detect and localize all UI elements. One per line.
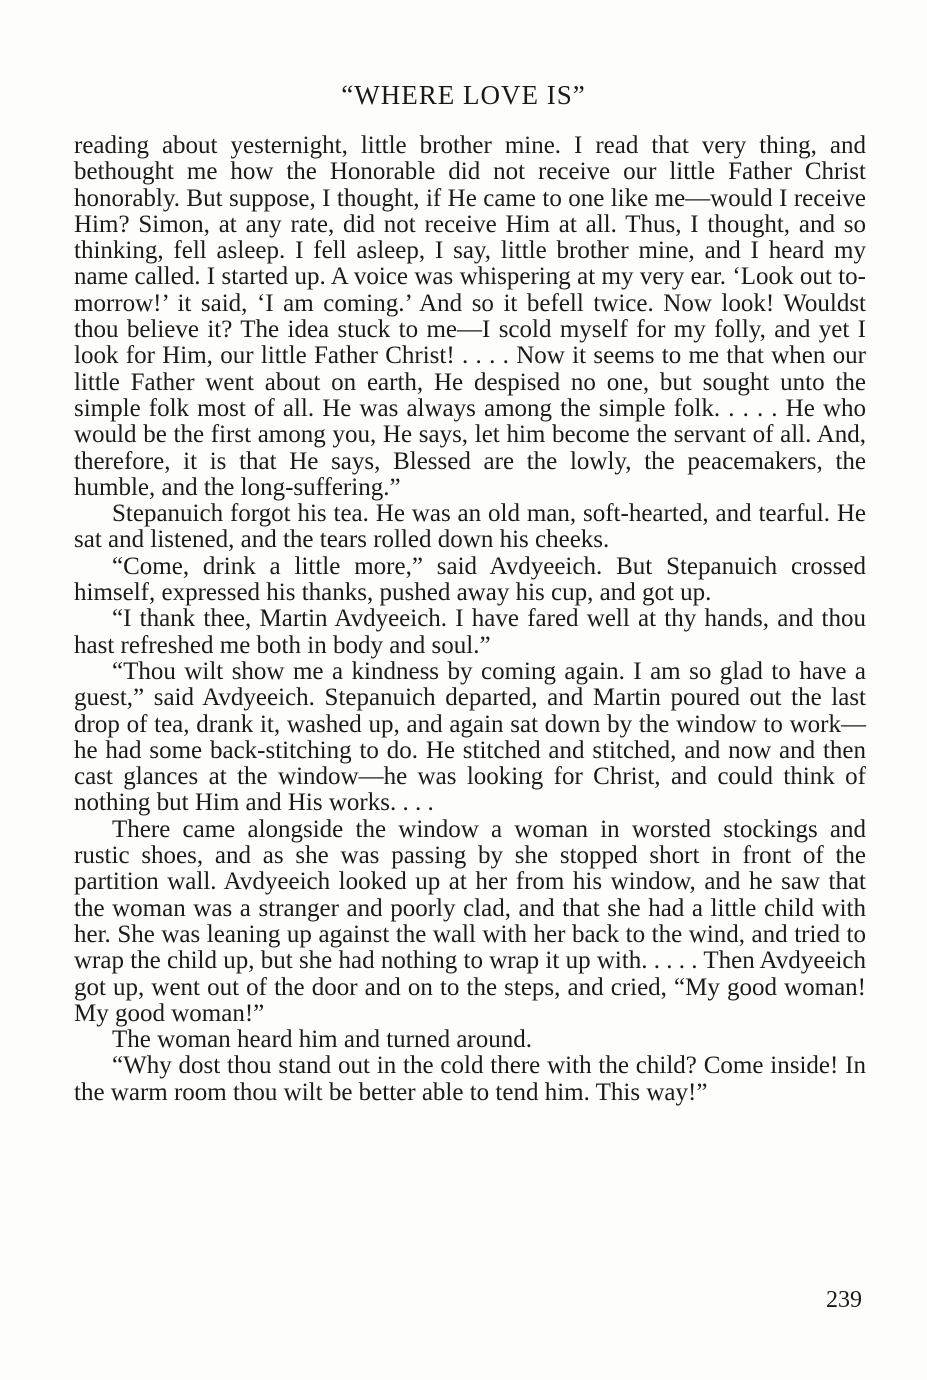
paragraph: “Come, drink a little more,” said Avdyeeich. But Stepanuich crossed himself, expressed his thanks, pushed away his cup, and got up. — [74, 552, 866, 607]
running-head: “WHERE LOVE IS” — [341, 80, 586, 110]
paragraph: Stepanuich forgot his tea. He was an old man, soft-hearted, and tearful. He sat and listened, and the tears rolled down his cheeks. — [74, 500, 866, 554]
paragraph: The woman heard him and turned around. — [112, 1026, 533, 1054]
paragraph: “I thank thee, Martin Avdyeeich. I have fared well at thy hands, and thou hast refreshed me both in body and soul.” — [74, 605, 866, 659]
paragraph: reading about yesternight, little brother mine. I read that very thing, and bethought me how the Honorable did not receive our little Father Christ honorably. But suppose, I thought, if He came to one like me—would I receive Him? Simon, at any rate, did not receive Him at all. Thus, I thought, and so thinking, fell asleep. I fell asleep, I say, little brother mine, and I heard my name called. I started up. A voice was whispering at my very ear. ‘Look out to-morrow!’ it said, ‘I am coming.’ And so it befell twice. Now look! Wouldst thou believe it? The idea stuck to me—I scold myself for my folly, and yet I look for Him, our little Father Christ! . . . . Now it seems to me that when our little Father went about on earth, He despised no one, but sought unto the simple folk most of all. He was always among the simple folk. . . . . He who would be the first among you, He says, let him become the servant of all. And, therefore, it is that He says, Blessed are the lowly, the peacemakers, the humble, and the long-suffering.” — [74, 132, 866, 501]
page-number: 239 — [826, 1287, 862, 1313]
paragraph: “Why dost thou stand out in the cold there with the child? Come inside! In the warm room thou wilt be better able to tend him. This way!” — [74, 1052, 866, 1106]
paragraph: “Thou wilt show me a kindness by coming again. I am so glad to have a guest,” said Avdyeeich. Stepanuich departed, and Martin poured out the last drop of tea, drank it, washed up, and again sat down by the window to work—he had some back-stitching to do. He stitched and stitched, and now and then cast glances at the window—he was looking for Christ, and could think of nothing but Him and His works. . . . — [74, 657, 866, 817]
paragraph: There came alongside the window a woman in worsted stockings and rustic shoes, and as she was passing by she stopped short in front of the partition wall. Avdyeeich looked up at her from his window, and he saw that the woman was a stranger and poorly clad, and that she had a little child with her. She was leaning up against the wall with her back to the wind, and tried to wrap the child up, but she had nothing to wrap it up with. . . . . Then Avdyeeich got up, went out of the door and on to the steps, and cried, “My good woman! My good woman!” — [74, 815, 866, 1027]
body-text — [74, 133, 866, 1106]
